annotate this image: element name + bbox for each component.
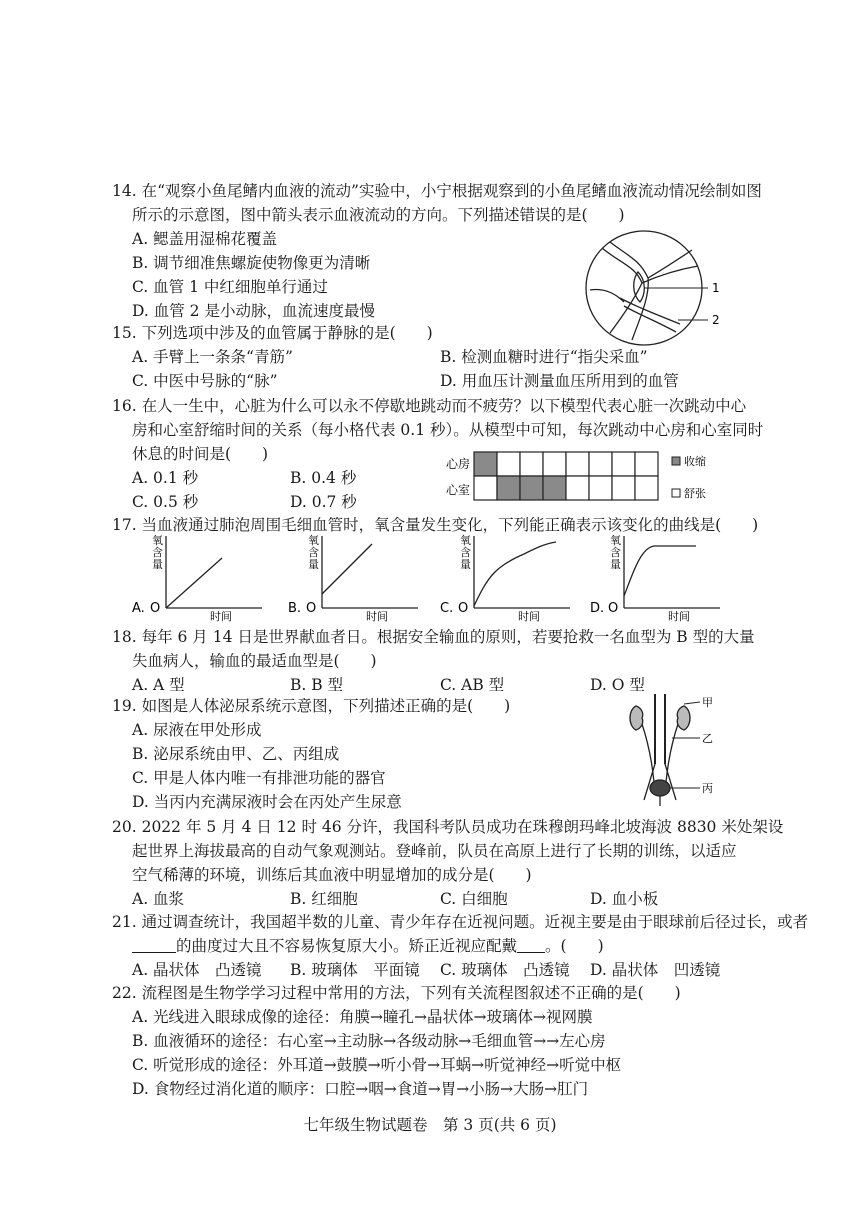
q15-option-d: D. 用血压计测量血压所用到的血管 xyxy=(440,372,679,390)
q19-option-b: B. 泌尿系统由甲、乙、丙组成 xyxy=(132,745,340,763)
q17-ylabel-char: 含 xyxy=(152,546,163,559)
q19-label-bing: 丙 xyxy=(702,782,713,795)
q20-stem-line2: 起世界上海拔最高的自动气象观测站。登峰前，队员在高原上进行了长期的训练，以适应 xyxy=(132,842,737,860)
q16-cell-r0-c7 xyxy=(635,452,658,476)
q17-graph-d xyxy=(590,532,730,622)
q16-stem-line3: 休息的时间是( ) xyxy=(132,445,269,463)
q16-legend-relax: 舒张 xyxy=(684,487,706,500)
q16-cell-r1-c7 xyxy=(635,476,658,500)
q16-heart-timing-model xyxy=(440,450,720,510)
q16-stem-line1: 16. 在人一生中，心脏为什么可以永不停歇地跳动而不疲劳？以下模型代表心脏一次跳动中心 xyxy=(112,397,747,415)
page-footer: 七年级生物试题卷 第 3 页(共 6 页) xyxy=(303,1116,557,1134)
q17-ylabel-char: 氧 xyxy=(610,534,621,547)
q21-stem-line2 xyxy=(132,936,604,956)
q14-label-1: 1 xyxy=(712,281,720,295)
q16-legend-contract: 收缩 xyxy=(684,455,706,468)
q19-option-a: A. 尿液在甲处形成 xyxy=(132,721,262,739)
q21-stem-line2b: 。( ) xyxy=(545,937,604,955)
q21-option-a: A. 晶状体 凸透镜 xyxy=(132,961,262,979)
q16-cell-r1-c0 xyxy=(474,476,497,500)
q17-origin: O xyxy=(458,601,469,616)
q16-legend-contract-swatch xyxy=(672,457,680,465)
q17-curve xyxy=(166,558,222,608)
q17-origin: O xyxy=(150,601,161,616)
q17-ylabel-char: 量 xyxy=(152,558,163,571)
q21-option-b: B. 玻璃体 平面镜 xyxy=(290,961,420,979)
q16-option-c: C. 0.5 秒 xyxy=(132,493,199,511)
q21-stem-line2a: 的曲度过大且不容易恢复原大小。矫正近视应配戴 xyxy=(176,937,518,955)
q14-option-a: A. 鳃盖用湿棉花覆盖 xyxy=(132,230,278,248)
q17-graph-c xyxy=(440,532,580,622)
q17-curve xyxy=(624,546,696,596)
q18-option-a: A. A 型 xyxy=(132,676,185,694)
q16-cell-r0-c1 xyxy=(497,452,520,476)
q17-origin: O xyxy=(306,601,317,616)
q17-graph-a xyxy=(132,532,272,622)
q22-stem: 22. 流程图是生物学学习过程中常用的方法，下列有关流程图叙述不正确的是( ) xyxy=(112,984,681,1002)
q15-stem: 15. 下列选项中涉及的血管属于静脉的是( ) xyxy=(112,324,433,342)
q16-cell-r1-c2 xyxy=(520,476,543,500)
q22-option-d: D. 食物经过消化道的顺序：口腔→咽→食道→胃→小肠→大肠→肛门 xyxy=(132,1080,589,1098)
q17-xlabel: 时间 xyxy=(366,610,388,622)
q17-option-label: D. xyxy=(590,601,605,616)
q16-cell-r1-c1 xyxy=(497,476,520,500)
q17-curve xyxy=(322,544,372,594)
q20-stem-line1: 20. 2022 年 5 月 4 日 12 时 46 分许，我国科考队员成功在珠穆朗玛峰北坡海波 8830 米处架设 xyxy=(112,818,784,836)
q16-cell-r1-c5 xyxy=(589,476,612,500)
q21-blank-2 xyxy=(517,938,545,953)
q21-option-d: D. 晶状体 凹透镜 xyxy=(590,961,721,979)
q19-urinary-system-diagram xyxy=(622,692,726,808)
q19-label-yi: 乙 xyxy=(702,732,713,745)
q18-option-c: C. AB 型 xyxy=(440,676,505,694)
q17-option-label: A. xyxy=(132,601,145,616)
q19-option-c: C. 甲是人体内唯一有排泄功能的器官 xyxy=(132,769,386,787)
q16-option-a: A. 0.1 秒 xyxy=(132,469,199,487)
q16-cell-r1-c6 xyxy=(612,476,635,500)
q19-option-d: D. 当丙内充满尿液时会在丙处产生尿意 xyxy=(132,793,402,811)
q15-option-c: C. 中医中号脉的“脉” xyxy=(132,372,278,390)
q17-option-label: C. xyxy=(440,601,454,616)
q18-option-b: B. B 型 xyxy=(290,676,344,694)
q15-option-b: B. 检测血糖时进行“指尖采血” xyxy=(440,348,648,366)
q16-cell-r0-c5 xyxy=(589,452,612,476)
q19-label-jia: 甲 xyxy=(702,696,713,709)
q17-ylabel-char: 含 xyxy=(460,546,471,559)
q16-option-b: B. 0.4 秒 xyxy=(290,469,357,487)
q16-cell-r0-c4 xyxy=(566,452,589,476)
q20-option-b: B. 红细胞 xyxy=(290,890,358,908)
q14-option-b: B. 调节细准焦螺旋使物像更为清晰 xyxy=(132,254,371,272)
q17-ylabel-char: 氧 xyxy=(152,534,163,547)
q16-cell-r0-c3 xyxy=(543,452,566,476)
q15-option-a: A. 手臂上一条条“青筋” xyxy=(132,348,293,366)
q17-option-label: B. xyxy=(288,601,302,616)
q16-cell-r0-c0 xyxy=(474,452,497,476)
q22-option-a: A. 光线进入眼球成像的途径：角膜→瞳孔→晶状体→玻璃体→视网膜 xyxy=(132,1008,593,1026)
q21-blank-1 xyxy=(132,938,176,953)
q16-cell-r1-c4 xyxy=(566,476,589,500)
q17-xlabel: 时间 xyxy=(668,610,690,622)
q16-cell-r0-c6 xyxy=(612,452,635,476)
q16-legend-relax-swatch xyxy=(672,489,680,497)
q21-option-c: C. 玻璃体 凸透镜 xyxy=(440,961,570,979)
q18-stem-line2: 失血病人，输血的最适血型是( ) xyxy=(132,652,377,670)
q19-stem: 19. 如图是人体泌尿系统示意图，下列描述正确的是( ) xyxy=(112,697,511,715)
q20-option-a: A. 血浆 xyxy=(132,890,185,908)
q18-stem-line1: 18. 每年 6 月 14 日是世界献血者日。根据安全输血的原则，若要抢救一名血型为 B 型的大量 xyxy=(112,628,755,646)
q14-stem-line1: 14. 在“观察小鱼尾鳍内血液的流动”实验中，小宁根据观察到的小鱼尾鳍血液流动情况绘制如图 xyxy=(112,182,762,200)
q16-option-d: D. 0.7 秒 xyxy=(290,493,357,511)
q16-stem-line2: 房和心室舒缩时间的关系（每小格代表 0.1 秒）。从模型中可知，每次跳动中心房和心室同时 xyxy=(132,421,764,439)
q22-option-b: B. 血液循环的途径：右心室→主动脉→各级动脉→毛细血管→→左心房 xyxy=(132,1032,606,1050)
q20-stem-line3: 空气稀薄的环境，训练后其血液中明显增加的成分是( ) xyxy=(132,866,532,884)
q14-stem-line2: 所示的示意图，图中箭头表示血液流动的方向。下列描述错误的是( ) xyxy=(132,206,625,224)
q14-option-d: D. 血管 2 是小动脉，血流速度最慢 xyxy=(132,302,375,320)
q17-ylabel-char: 氧 xyxy=(308,534,319,547)
q16-cell-r1-c3 xyxy=(543,476,566,500)
q17-ylabel-char: 氧 xyxy=(460,534,471,547)
q20-option-c: C. 白细胞 xyxy=(440,890,508,908)
q17-curve xyxy=(474,542,556,606)
q17-graph-b xyxy=(288,532,428,622)
q17-ylabel-char: 含 xyxy=(308,546,319,559)
q22-option-c: C. 听觉形成的途径：外耳道→鼓膜→听小骨→耳蜗→听觉神经→听觉中枢 xyxy=(132,1056,622,1074)
q16-row-label-atrium: 心房 xyxy=(446,457,471,471)
q18-option-d: D. O 型 xyxy=(590,676,645,694)
q16-row-label-ventricle: 心室 xyxy=(446,483,471,497)
q20-option-d: D. 血小板 xyxy=(590,890,659,908)
q17-ylabel-char: 量 xyxy=(610,558,621,571)
q14-label-2: 2 xyxy=(712,313,720,327)
q17-ylabel-char: 含 xyxy=(610,546,621,559)
q17-xlabel: 时间 xyxy=(210,610,232,622)
q17-origin: O xyxy=(608,601,619,616)
q14-fish-tail-diagram xyxy=(580,228,730,348)
q16-cell-r0-c2 xyxy=(520,452,543,476)
q21-stem-line1: 21. 通过调查统计，我国超半数的儿童、青少年存在近视问题。近视主要是由于眼球前后径过长，或者 xyxy=(112,913,809,931)
q17-ylabel-char: 量 xyxy=(460,558,471,571)
q17-stem: 17. 当血液通过肺泡周围毛细血管时，氧含量发生变化，下列能正确表示该变化的曲线是( ) xyxy=(112,516,759,534)
q17-ylabel-char: 量 xyxy=(308,558,319,571)
q14-option-c: C. 血管 1 中红细胞单行通过 xyxy=(132,278,328,296)
q17-xlabel: 时间 xyxy=(518,610,540,622)
